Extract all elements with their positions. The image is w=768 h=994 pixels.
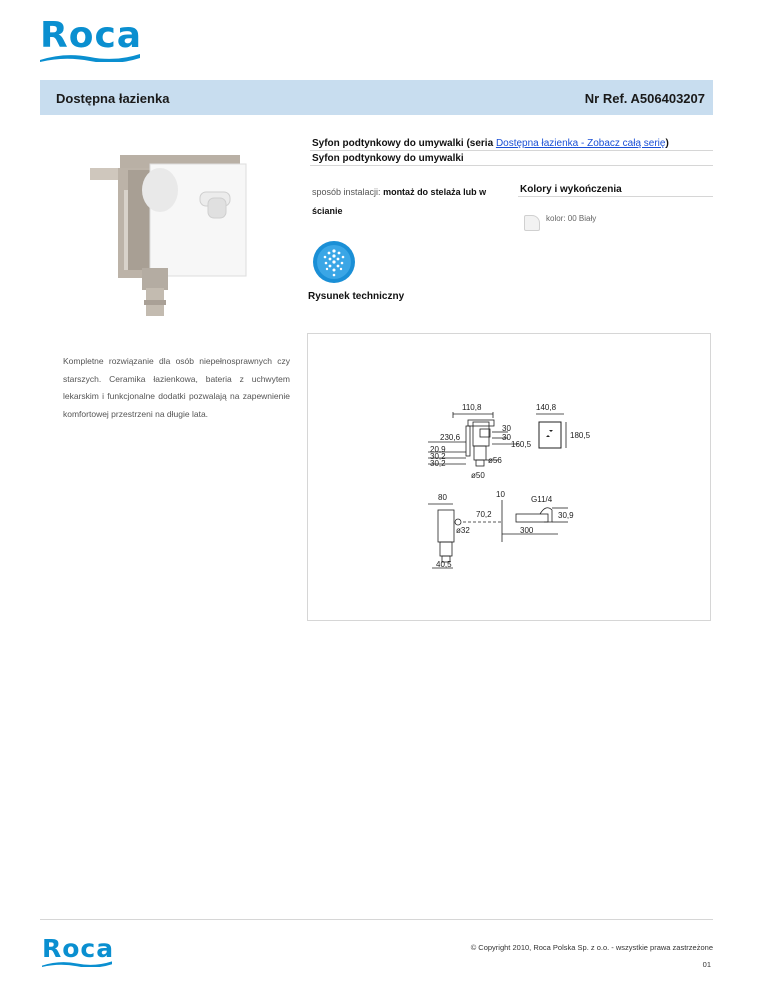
dim-label: 180,5: [570, 431, 591, 440]
product-title-suffix: ): [665, 138, 669, 149]
product-title-prefix: Syfon podtynkowy do umywalki (seria: [312, 138, 496, 149]
divider: [310, 150, 713, 151]
dim-label: 70,2: [476, 510, 492, 519]
tech-drawing-heading: Rysunek techniczny: [308, 291, 405, 302]
series-name: Dostępna łazienka: [56, 91, 170, 106]
dim-label: G11/4: [531, 495, 553, 504]
dim-label: 30,9: [558, 511, 574, 520]
tech-drawing-frame: [307, 333, 711, 621]
dim-label: 110,8: [462, 403, 482, 412]
colors-heading: Kolory i wykończenia: [520, 184, 622, 195]
install-value-cont: ścianie: [312, 206, 343, 216]
install-value: montaż do stelaża lub w: [383, 187, 487, 197]
dim-label: 30: [502, 424, 511, 433]
product-image: [90, 150, 260, 320]
dim-label: 40,5: [436, 560, 452, 569]
series-link[interactable]: Dostępna łazienka - Zobacz całą serię: [495, 138, 666, 149]
roca-logo: [40, 15, 143, 60]
divider: [310, 165, 713, 166]
product-description: Kompletne rozwiązanie dla osób niepełnosprawnych czy starszych. Ceramika łazienkowa, bateria z uchwytem lekarskim i funkcjonalne dodatki pozwalają na zapewnienie komfortowej przestrzeni na długie lata.: [63, 356, 290, 419]
install-label: sposób instalacji:: [312, 187, 381, 197]
shower-icon: [312, 240, 356, 284]
dim-label: 30,2: [430, 459, 446, 468]
tech-drawing: [308, 334, 710, 620]
dim-label: 30: [502, 433, 511, 442]
dim-label: ø56: [488, 456, 502, 465]
footer-roca-logo: [42, 936, 114, 966]
roca-logo-wave-icon: [40, 52, 140, 62]
color-label: kolor: 00 Biały: [546, 214, 597, 223]
footer-logo-wave-icon: [42, 960, 112, 967]
dim-label: 80: [438, 493, 447, 502]
series-banner: [40, 80, 713, 115]
footer-divider: [40, 919, 713, 920]
roca-logo-text: Roca: [40, 15, 143, 56]
dim-label: ø32: [456, 526, 470, 535]
page-number: 01: [702, 960, 711, 969]
footer-logo-text: Roca: [42, 934, 115, 963]
dim-label: 230,6: [440, 433, 461, 442]
dim-label: ø50: [471, 471, 485, 480]
dim-label: 20,9: [430, 445, 446, 454]
product-title: [312, 138, 712, 149]
dim-label: 160,5: [511, 440, 532, 449]
reference-number: Nr Ref. A506403207: [584, 91, 705, 106]
copyright: © Copyright 2010, Roca Polska Sp. z o.o. - wszystkie prawa zastrzeżone: [470, 943, 713, 952]
color-swatch[interactable]: [524, 215, 540, 231]
install-spec: [312, 183, 502, 221]
product-subtitle: Syfon podtynkowy do umywalki: [312, 153, 464, 164]
dim-label: 10: [496, 490, 505, 499]
dim-label: 300: [520, 526, 534, 535]
divider: [518, 196, 713, 197]
dim-label: 140,8: [536, 403, 557, 412]
dim-label: 30,2: [430, 452, 446, 461]
